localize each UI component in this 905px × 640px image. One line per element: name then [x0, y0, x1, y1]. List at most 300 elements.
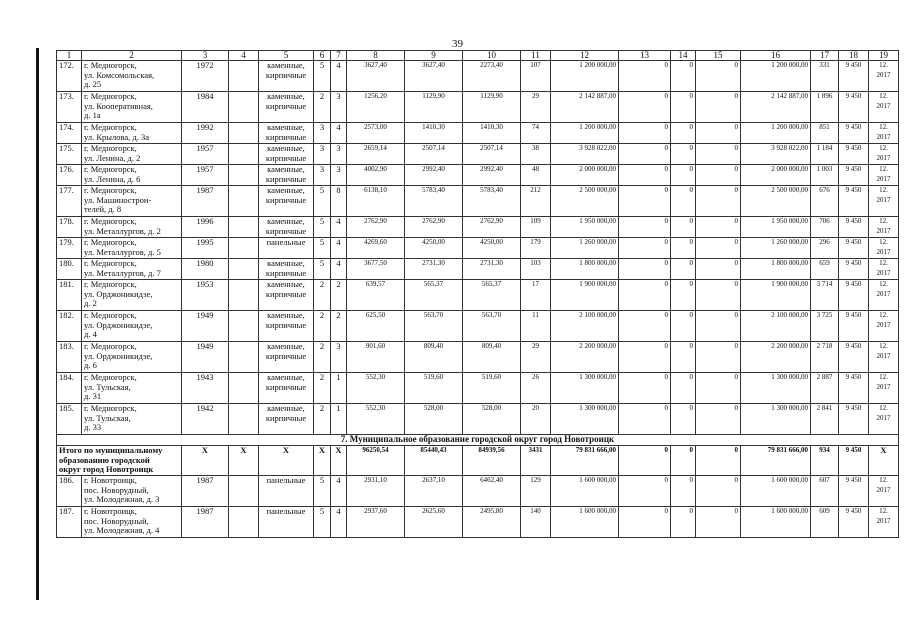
row-number: 173. — [57, 92, 82, 123]
living-area: 2507,14 — [405, 144, 463, 165]
budget-cost: 0 — [671, 342, 696, 373]
total-cost: 2 142 887,00 — [551, 92, 619, 123]
max-unit-cost: 9 450 — [839, 311, 869, 342]
residents: 129 — [521, 476, 551, 507]
deadline: 12. 2017 — [869, 373, 899, 404]
row-number: 174. — [57, 123, 82, 144]
total-cost: 3 928 022,00 — [551, 144, 619, 165]
unit-cost: 1 896 — [811, 92, 839, 123]
living-area: 1410,30 — [405, 123, 463, 144]
budget-cost: 0 — [671, 259, 696, 280]
header-row — [57, 51, 899, 61]
total-area: 639,57 — [347, 280, 405, 311]
total-area: 3627,40 — [347, 61, 405, 92]
total-area: 2931,10 — [347, 476, 405, 507]
col-4 — [229, 342, 259, 373]
residential-area: 84939,56 — [463, 446, 521, 476]
residential-area: 2762,90 — [463, 217, 521, 238]
deadline: 12. 2017 — [869, 92, 899, 123]
total-cost: 1 800 000,00 — [551, 259, 619, 280]
entrances: 4 — [331, 476, 347, 507]
local-cost: 0 — [696, 165, 741, 186]
residents: 109 — [521, 217, 551, 238]
max-unit-cost: 9 450 — [839, 238, 869, 259]
max-unit-cost: 9 450 — [839, 446, 869, 476]
unit-cost: 3 725 — [811, 311, 839, 342]
wall-material: каменные, кирпичные — [259, 259, 314, 280]
table-row — [57, 476, 899, 507]
residential-area: 1129,90 — [463, 92, 521, 123]
owners-cost: 1 300 000,00 — [741, 404, 811, 435]
table-row — [57, 311, 899, 342]
col-number-5: 5 — [259, 51, 314, 61]
unit-cost: 934 — [811, 446, 839, 476]
unit-cost: 2 887 — [811, 373, 839, 404]
deadline: 12. 2017 — [869, 259, 899, 280]
residential-area: 4250,00 — [463, 238, 521, 259]
floors: 5 — [314, 259, 331, 280]
address: г. Медногорск, ул. Металлургов, д. 7 — [82, 259, 182, 280]
max-unit-cost: 9 450 — [839, 476, 869, 507]
floors: 3 — [314, 123, 331, 144]
fund-cost: 0 — [619, 507, 671, 538]
local-cost: 0 — [696, 446, 741, 476]
local-cost: 0 — [696, 259, 741, 280]
floors: 5 — [314, 476, 331, 507]
entrances: 3 — [331, 342, 347, 373]
row-number: 176. — [57, 165, 82, 186]
owners-cost: 2 200 000,00 — [741, 342, 811, 373]
wall-material: каменные, кирпичные — [259, 280, 314, 311]
residential-area: 2495,80 — [463, 507, 521, 538]
total-area: 2937,60 — [347, 507, 405, 538]
living-area: 2992,40 — [405, 165, 463, 186]
floors: 5 — [314, 507, 331, 538]
floors: 2 — [314, 342, 331, 373]
col-4 — [229, 476, 259, 507]
address: г. Медногорск, ул. Комсомольская, д. 25 — [82, 61, 182, 92]
fund-cost: 0 — [619, 165, 671, 186]
floors: 5 — [314, 238, 331, 259]
address: г. Новотроицк, пос. Новорудный, ул. Молодежная, д. 4 — [82, 507, 182, 538]
living-area: 528,00 — [405, 404, 463, 435]
residential-area: 6462,40 — [463, 476, 521, 507]
col-number-10: 10 — [463, 51, 521, 61]
col-number-12: 12 — [551, 51, 619, 61]
living-area: 2762,90 — [405, 217, 463, 238]
total-cost: 1 200 000,00 — [551, 61, 619, 92]
floors: 2 — [314, 311, 331, 342]
col-number-11: 11 — [521, 51, 551, 61]
address: г. Медногорск, ул. Металлургов, д. 2 — [82, 217, 182, 238]
living-area: 5783,40 — [405, 186, 463, 217]
x-mark: Х — [259, 446, 314, 476]
max-unit-cost: 9 450 — [839, 186, 869, 217]
living-area: 809,40 — [405, 342, 463, 373]
total-cost: 1 260 000,00 — [551, 238, 619, 259]
entrances: 2 — [331, 311, 347, 342]
fund-cost: 0 — [619, 217, 671, 238]
row-number: 177. — [57, 186, 82, 217]
unit-cost: 659 — [811, 259, 839, 280]
residents: 26 — [521, 373, 551, 404]
budget-cost: 0 — [671, 476, 696, 507]
wall-material: каменные, кирпичные — [259, 404, 314, 435]
year-built: 1996 — [182, 217, 229, 238]
entrances: 3 — [331, 165, 347, 186]
address: г. Медногорск, ул. Ленина, д. 2 — [82, 144, 182, 165]
address: г. Медногорск, ул. Металлургов, д. 5 — [82, 238, 182, 259]
year-built: 1987 — [182, 507, 229, 538]
floors: 3 — [314, 144, 331, 165]
deadline: 12. 2017 — [869, 476, 899, 507]
address: г. Медногорск, ул. Крылова, д. 3а — [82, 123, 182, 144]
local-cost: 0 — [696, 507, 741, 538]
max-unit-cost: 9 450 — [839, 217, 869, 238]
total-area: 2762,90 — [347, 217, 405, 238]
budget-cost: 0 — [671, 238, 696, 259]
owners-cost: 1 200 000,00 — [741, 123, 811, 144]
local-cost: 0 — [696, 123, 741, 144]
table-row — [57, 123, 899, 144]
deadline: 12. 2017 — [869, 61, 899, 92]
col-4 — [229, 165, 259, 186]
address: г. Медногорск, ул. Ленина, д. 6 — [82, 165, 182, 186]
total-area: 552,30 — [347, 404, 405, 435]
col-4 — [229, 61, 259, 92]
residents: 29 — [521, 92, 551, 123]
fund-cost: 0 — [619, 123, 671, 144]
row-number: 182. — [57, 311, 82, 342]
col-4 — [229, 259, 259, 280]
x-mark: Х — [229, 446, 259, 476]
budget-cost: 0 — [671, 186, 696, 217]
budget-cost: 0 — [671, 280, 696, 311]
entrances: 1 — [331, 373, 347, 404]
table-row — [57, 92, 899, 123]
table-row — [57, 61, 899, 92]
residential-area: 2731,30 — [463, 259, 521, 280]
row-number: 186. — [57, 476, 82, 507]
residents: 11 — [521, 311, 551, 342]
address: г. Медногорск, ул. Орджоникидзе, д. 4 — [82, 311, 182, 342]
entrances: 4 — [331, 61, 347, 92]
total-cost: 1 900 000,00 — [551, 280, 619, 311]
total-area: 6138,10 — [347, 186, 405, 217]
local-cost: 0 — [696, 92, 741, 123]
residents: 103 — [521, 259, 551, 280]
table-row — [57, 144, 899, 165]
col-4 — [229, 217, 259, 238]
entrances: 2 — [331, 280, 347, 311]
residential-area: 519,60 — [463, 373, 521, 404]
living-area: 4250,00 — [405, 238, 463, 259]
total-cost: 1 600 000,00 — [551, 476, 619, 507]
deadline: 12. 2017 — [869, 165, 899, 186]
table-row — [57, 507, 899, 538]
fund-cost: 0 — [619, 342, 671, 373]
total-area: 4002,90 — [347, 165, 405, 186]
table-row — [57, 238, 899, 259]
owners-cost: 2 500 000,00 — [741, 186, 811, 217]
fund-cost: 0 — [619, 92, 671, 123]
unit-cost: 676 — [811, 186, 839, 217]
year-built: 1957 — [182, 144, 229, 165]
owners-cost: 1 950 000,00 — [741, 217, 811, 238]
total-area: 625,50 — [347, 311, 405, 342]
residential-area: 809,40 — [463, 342, 521, 373]
entrances: 1 — [331, 404, 347, 435]
year-built: 1942 — [182, 404, 229, 435]
table-row — [57, 280, 899, 311]
wall-material: каменные, кирпичные — [259, 123, 314, 144]
entrances: 3 — [331, 144, 347, 165]
budget-cost: 0 — [671, 446, 696, 476]
owners-cost: 2 000 000,00 — [741, 165, 811, 186]
local-cost: 0 — [696, 217, 741, 238]
col-number-15: 15 — [696, 51, 741, 61]
living-area: 2731,30 — [405, 259, 463, 280]
living-area: 519,60 — [405, 373, 463, 404]
total-cost: 2 000 000,00 — [551, 165, 619, 186]
x-mark: Х — [869, 446, 899, 476]
col-number-17: 17 — [811, 51, 839, 61]
entrances: 4 — [331, 507, 347, 538]
owners-cost: 2 100 000,00 — [741, 311, 811, 342]
residential-area: 2992,40 — [463, 165, 521, 186]
row-number: 175. — [57, 144, 82, 165]
total-area: 2659,14 — [347, 144, 405, 165]
table-row — [57, 217, 899, 238]
local-cost: 0 — [696, 373, 741, 404]
fund-cost: 0 — [619, 61, 671, 92]
floors: 2 — [314, 373, 331, 404]
col-4 — [229, 144, 259, 165]
col-number-14: 14 — [671, 51, 696, 61]
total-label: Итого по муниципальному образованию городской округ город Новотроицк — [57, 446, 182, 476]
total-cost: 2 200 000,00 — [551, 342, 619, 373]
residents: 74 — [521, 123, 551, 144]
unit-cost: 706 — [811, 217, 839, 238]
total-cost: 2 100 000,00 — [551, 311, 619, 342]
fund-cost: 0 — [619, 259, 671, 280]
row-number: 172. — [57, 61, 82, 92]
year-built: 1943 — [182, 373, 229, 404]
budget-cost: 0 — [671, 144, 696, 165]
fund-cost: 0 — [619, 238, 671, 259]
owners-cost: 3 928 022,00 — [741, 144, 811, 165]
total-cost: 1 200 000,00 — [551, 123, 619, 144]
max-unit-cost: 9 450 — [839, 123, 869, 144]
owners-cost: 1 300 000,00 — [741, 373, 811, 404]
budget-cost: 0 — [671, 217, 696, 238]
year-built: 1957 — [182, 165, 229, 186]
owners-cost: 1 800 000,00 — [741, 259, 811, 280]
row-number: 179. — [57, 238, 82, 259]
col-number-13: 13 — [619, 51, 671, 61]
floors: 5 — [314, 217, 331, 238]
year-built: 1992 — [182, 123, 229, 144]
fund-cost: 0 — [619, 446, 671, 476]
residents: 140 — [521, 507, 551, 538]
local-cost: 0 — [696, 61, 741, 92]
budget-cost: 0 — [671, 311, 696, 342]
table-row — [57, 165, 899, 186]
fund-cost: 0 — [619, 404, 671, 435]
residents: 212 — [521, 186, 551, 217]
floors: 2 — [314, 280, 331, 311]
address: г. Медногорск, ул. Орджоникидзе, д. 2 — [82, 280, 182, 311]
housing-table — [56, 50, 899, 538]
wall-material: панельные — [259, 476, 314, 507]
residential-area: 2507,14 — [463, 144, 521, 165]
left-margin-bar — [36, 48, 39, 600]
row-number: 185. — [57, 404, 82, 435]
max-unit-cost: 9 450 — [839, 507, 869, 538]
local-cost: 0 — [696, 238, 741, 259]
year-built: 1972 — [182, 61, 229, 92]
residents: 20 — [521, 404, 551, 435]
total-cost: 2 500 000,00 — [551, 186, 619, 217]
max-unit-cost: 9 450 — [839, 404, 869, 435]
deadline: 12. 2017 — [869, 238, 899, 259]
address: г. Медногорск, ул. Тульская, д. 33 — [82, 404, 182, 435]
deadline: 12. 2017 — [869, 144, 899, 165]
total-cost: 1 300 000,00 — [551, 404, 619, 435]
owners-cost: 2 142 887,00 — [741, 92, 811, 123]
address: г. Новотроицк, пос. Новорудный, ул. Молодежная, д. 3 — [82, 476, 182, 507]
total-area: 3677,50 — [347, 259, 405, 280]
table-row — [57, 404, 899, 435]
deadline: 12. 2017 — [869, 404, 899, 435]
unit-cost: 296 — [811, 238, 839, 259]
wall-material: каменные, кирпичные — [259, 342, 314, 373]
residents: 17 — [521, 280, 551, 311]
living-area: 3627,40 — [405, 61, 463, 92]
entrances: 4 — [331, 217, 347, 238]
fund-cost: 0 — [619, 311, 671, 342]
unit-cost: 607 — [811, 476, 839, 507]
col-number-18: 18 — [839, 51, 869, 61]
floors: 2 — [314, 92, 331, 123]
budget-cost: 0 — [671, 123, 696, 144]
year-built: 1953 — [182, 280, 229, 311]
address: г. Медногорск, ул. Орджоникидзе, д. 6 — [82, 342, 182, 373]
col-4 — [229, 238, 259, 259]
residents: 38 — [521, 144, 551, 165]
deadline: 12. 2017 — [869, 280, 899, 311]
entrances: 4 — [331, 259, 347, 280]
fund-cost: 0 — [619, 373, 671, 404]
living-area: 2637,10 — [405, 476, 463, 507]
col-4 — [229, 92, 259, 123]
max-unit-cost: 9 450 — [839, 61, 869, 92]
row-number: 184. — [57, 373, 82, 404]
owners-cost: 1 900 000,00 — [741, 280, 811, 311]
wall-material: каменные, кирпичные — [259, 165, 314, 186]
year-built: 1949 — [182, 311, 229, 342]
year-built: 1984 — [182, 92, 229, 123]
col-4 — [229, 404, 259, 435]
living-area: 2625,60 — [405, 507, 463, 538]
max-unit-cost: 9 450 — [839, 259, 869, 280]
col-4 — [229, 311, 259, 342]
owners-cost: 1 600 000,00 — [741, 476, 811, 507]
budget-cost: 0 — [671, 92, 696, 123]
total-area: 552,30 — [347, 373, 405, 404]
total-area: 96250,54 — [347, 446, 405, 476]
section-title-row — [57, 435, 899, 446]
address: г. Медногорск, ул. Машинострои- телей, д. 8 — [82, 186, 182, 217]
row-number: 181. — [57, 280, 82, 311]
col-4 — [229, 507, 259, 538]
entrances: 4 — [331, 123, 347, 144]
residents: 107 — [521, 61, 551, 92]
table-row — [57, 342, 899, 373]
local-cost: 0 — [696, 280, 741, 311]
deadline: 12. 2017 — [869, 186, 899, 217]
living-area: 1129,90 — [405, 92, 463, 123]
col-number-7: 7 — [331, 51, 347, 61]
entrances: 4 — [331, 238, 347, 259]
owners-cost: 1 600 000,00 — [741, 507, 811, 538]
deadline: 12. 2017 — [869, 123, 899, 144]
col-4 — [229, 123, 259, 144]
col-number-19: 19 — [869, 51, 899, 61]
year-built: 1995 — [182, 238, 229, 259]
residential-area: 5783,40 — [463, 186, 521, 217]
deadline: 12. 2017 — [869, 217, 899, 238]
max-unit-cost: 9 450 — [839, 92, 869, 123]
floors: 5 — [314, 61, 331, 92]
col-4 — [229, 280, 259, 311]
wall-material: каменные, кирпичные — [259, 61, 314, 92]
local-cost: 0 — [696, 144, 741, 165]
residential-area: 528,00 — [463, 404, 521, 435]
wall-material: каменные, кирпичные — [259, 144, 314, 165]
max-unit-cost: 9 450 — [839, 165, 869, 186]
col-number-16: 16 — [741, 51, 811, 61]
floors: 3 — [314, 165, 331, 186]
col-4 — [229, 186, 259, 217]
row-number: 180. — [57, 259, 82, 280]
table-row — [57, 259, 899, 280]
col-number-9: 9 — [405, 51, 463, 61]
fund-cost: 0 — [619, 186, 671, 217]
residential-area: 1410,30 — [463, 123, 521, 144]
fund-cost: 0 — [619, 280, 671, 311]
unit-cost: 3 714 — [811, 280, 839, 311]
owners-cost: 1 200 000,00 — [741, 61, 811, 92]
deadline: 12. 2017 — [869, 342, 899, 373]
year-built: 1987 — [182, 476, 229, 507]
wall-material: панельные — [259, 238, 314, 259]
entrances: 8 — [331, 186, 347, 217]
col-number-3: 3 — [182, 51, 229, 61]
deadline: 12. 2017 — [869, 507, 899, 538]
col-4 — [229, 373, 259, 404]
unit-cost: 851 — [811, 123, 839, 144]
wall-material: каменные, кирпичные — [259, 186, 314, 217]
living-area: 563,70 — [405, 311, 463, 342]
residents: 29 — [521, 342, 551, 373]
max-unit-cost: 9 450 — [839, 373, 869, 404]
local-cost: 0 — [696, 342, 741, 373]
table-row — [57, 186, 899, 217]
budget-cost: 0 — [671, 61, 696, 92]
unit-cost: 2 841 — [811, 404, 839, 435]
local-cost: 0 — [696, 476, 741, 507]
